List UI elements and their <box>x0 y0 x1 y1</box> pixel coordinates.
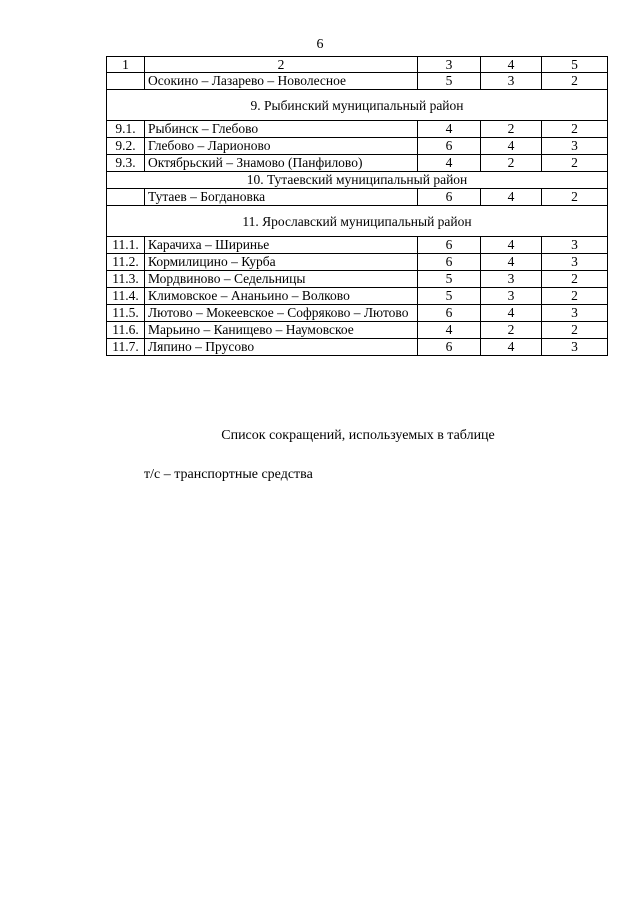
value-col4: 3 <box>481 288 542 305</box>
value-col5: 3 <box>542 339 608 356</box>
route-name: Рыбинск – Глебово <box>145 121 418 138</box>
value-col4: 4 <box>481 138 542 155</box>
value-col4: 2 <box>481 121 542 138</box>
value-col5: 2 <box>542 155 608 172</box>
value-col5: 2 <box>542 189 608 206</box>
route-name: Лютово – Мокеевское – Софряково – Лютово <box>145 305 418 322</box>
row-number <box>107 73 145 90</box>
route-name: Тутаев – Богдановка <box>145 189 418 206</box>
column-header: 1 <box>107 57 145 73</box>
column-header: 2 <box>145 57 418 73</box>
column-header: 3 <box>418 57 481 73</box>
value-col3: 6 <box>418 254 481 271</box>
section-title: 10. Тутаевский муниципальный район <box>107 172 608 189</box>
table-row <box>107 339 608 356</box>
routes-table <box>106 56 608 356</box>
value-col3: 6 <box>418 138 481 155</box>
table-row <box>107 288 608 305</box>
row-number: 11.2. <box>107 254 145 271</box>
table-row <box>107 271 608 288</box>
table-row <box>107 189 608 206</box>
route-name: Ляпино – Прусово <box>145 339 418 356</box>
section-row <box>107 172 608 189</box>
route-name: Марьино – Канищево – Наумовское <box>145 322 418 339</box>
row-number <box>107 189 145 206</box>
row-number: 11.1. <box>107 237 145 254</box>
column-header: 4 <box>481 57 542 73</box>
abbreviation-item: т/с – транспортные средства <box>144 467 313 482</box>
route-name: Климовское – Ананьино – Волково <box>145 288 418 305</box>
route-name: Карачиха – Ширинье <box>145 237 418 254</box>
value-col4: 3 <box>481 271 542 288</box>
value-col3: 6 <box>418 189 481 206</box>
value-col4: 4 <box>481 189 542 206</box>
route-name: Глебово – Ларионово <box>145 138 418 155</box>
section-row <box>107 206 608 237</box>
route-name: Октябрьский – Знамово (Панфилово) <box>145 155 418 172</box>
section-row <box>107 90 608 121</box>
value-col5: 3 <box>542 237 608 254</box>
table-header-row <box>107 57 608 73</box>
value-col3: 4 <box>418 121 481 138</box>
table-row <box>107 73 608 90</box>
row-number: 11.3. <box>107 271 145 288</box>
value-col4: 4 <box>481 254 542 271</box>
table-row <box>107 322 608 339</box>
value-col5: 2 <box>542 121 608 138</box>
value-col5: 2 <box>542 288 608 305</box>
value-col5: 2 <box>542 271 608 288</box>
row-number: 9.3. <box>107 155 145 172</box>
value-col3: 4 <box>418 155 481 172</box>
value-col5: 2 <box>542 73 608 90</box>
value-col5: 3 <box>542 254 608 271</box>
table-row <box>107 155 608 172</box>
table-row <box>107 254 608 271</box>
row-number: 11.7. <box>107 339 145 356</box>
section-title: 9. Рыбинский муниципальный район <box>107 90 608 121</box>
route-name: Кормилицино – Курба <box>145 254 418 271</box>
routes-table-body <box>107 57 608 356</box>
value-col4: 2 <box>481 155 542 172</box>
route-name: Мордвиново – Седельницы <box>145 271 418 288</box>
table-row <box>107 237 608 254</box>
value-col4: 4 <box>481 305 542 322</box>
page-number: 6 <box>316 37 324 52</box>
value-col5: 2 <box>542 322 608 339</box>
value-col4: 4 <box>481 237 542 254</box>
value-col3: 6 <box>418 305 481 322</box>
value-col3: 4 <box>418 322 481 339</box>
value-col3: 5 <box>418 288 481 305</box>
row-number: 9.1. <box>107 121 145 138</box>
value-col3: 5 <box>418 73 481 90</box>
value-col3: 5 <box>418 271 481 288</box>
value-col5: 3 <box>542 138 608 155</box>
row-number: 11.6. <box>107 322 145 339</box>
value-col3: 6 <box>418 339 481 356</box>
row-number: 11.5. <box>107 305 145 322</box>
abbreviations-title: Список сокращений, используемых в таблице <box>221 428 495 443</box>
route-name: Осокино – Лазарево – Новолесное <box>145 73 418 90</box>
row-number: 9.2. <box>107 138 145 155</box>
value-col5: 3 <box>542 305 608 322</box>
row-number: 11.4. <box>107 288 145 305</box>
section-title: 11. Ярославский муниципальный район <box>107 206 608 237</box>
table-row <box>107 138 608 155</box>
column-header: 5 <box>542 57 608 73</box>
table-row <box>107 121 608 138</box>
value-col4: 2 <box>481 322 542 339</box>
value-col4: 4 <box>481 339 542 356</box>
table-row <box>107 305 608 322</box>
value-col3: 6 <box>418 237 481 254</box>
value-col4: 3 <box>481 73 542 90</box>
